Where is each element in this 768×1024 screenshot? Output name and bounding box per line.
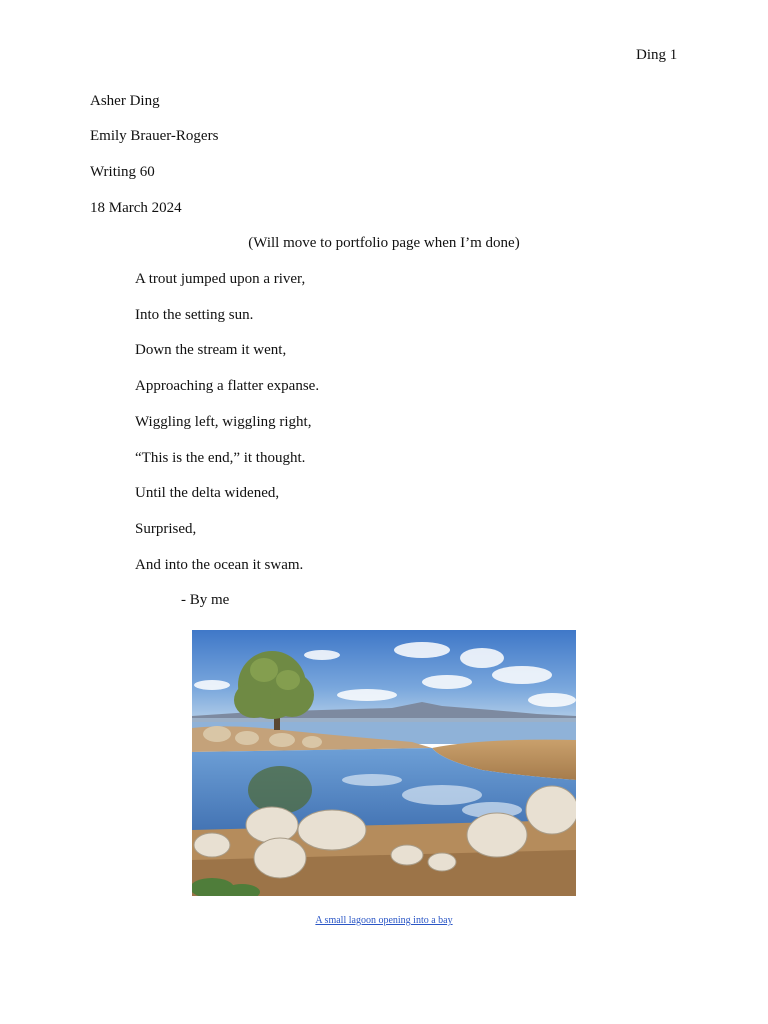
poem-signature: - By me <box>181 592 230 608</box>
poem-line: Wiggling left, wiggling right, <box>135 414 312 430</box>
course-name: Writing 60 <box>90 164 155 180</box>
poem-line: And into the ocean it swam. <box>135 557 304 573</box>
document-date: 18 March 2024 <box>90 200 182 216</box>
photo-caption-link[interactable]: A small lagoon opening into a bay <box>315 915 453 926</box>
lagoon-photo <box>192 630 576 896</box>
page-number: Ding 1 <box>636 47 678 63</box>
poem-line: Surprised, <box>135 521 197 537</box>
poem-line: “This is the end,” it thought. <box>135 450 306 466</box>
poem-line: Into the setting sun. <box>135 307 254 323</box>
poem-line: Approaching a flatter expanse. <box>135 378 320 394</box>
poem-line: Until the delta widened, <box>135 485 280 501</box>
portfolio-note: (Will move to portfolio page when I’m done) <box>248 235 520 251</box>
poem-line: Down the stream it went, <box>135 342 287 358</box>
author-name: Asher Ding <box>90 93 160 109</box>
instructor-name: Emily Brauer-Rogers <box>90 128 219 144</box>
poem-line: A trout jumped upon a river, <box>135 271 306 287</box>
